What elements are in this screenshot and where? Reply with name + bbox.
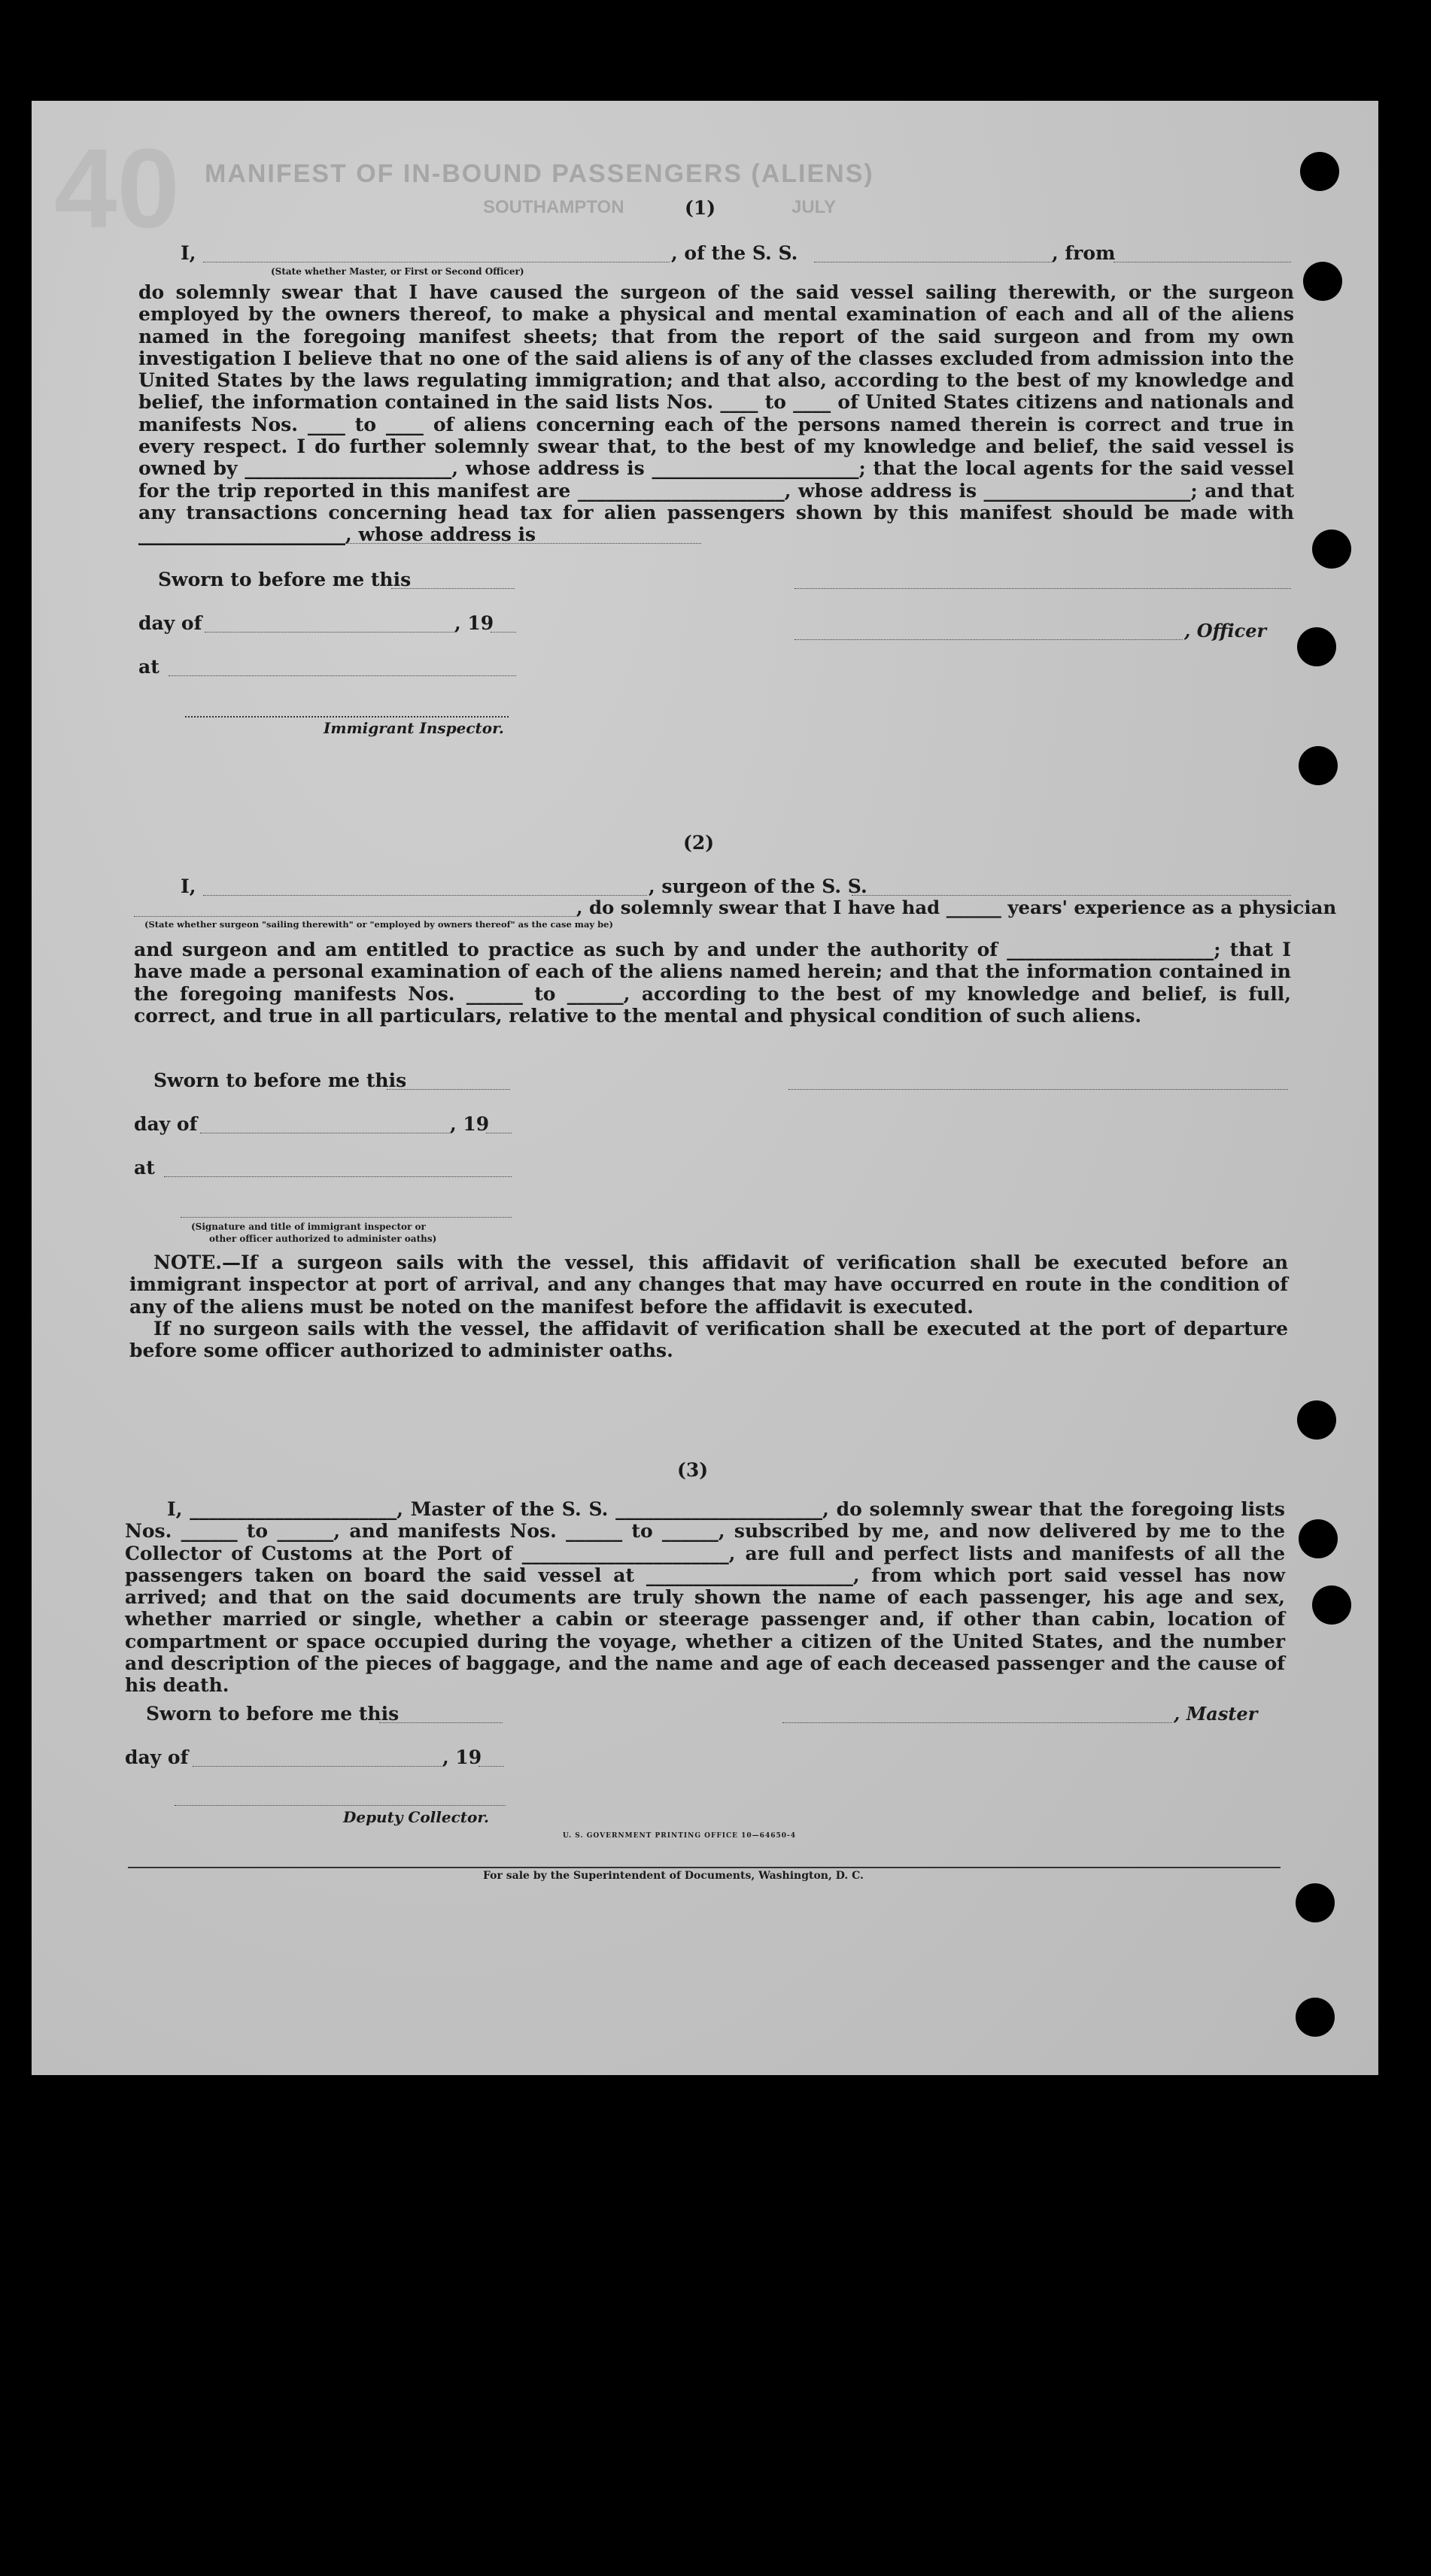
document-page <box>32 101 1378 2075</box>
section1-sign-blank-2 <box>794 639 1183 640</box>
section3-deputy: Deputy Collector. <box>343 1808 490 1826</box>
section1-from: , from <box>1052 242 1116 264</box>
section1-sworn-blank <box>391 588 515 589</box>
printing-office-imprint: U. S. GOVERNMENT PRINTING OFFICE 10—64650-4 <box>563 1832 796 1840</box>
section1-sign-blank-1 <box>794 588 1291 589</box>
section3-sworn: Sworn to before me this <box>146 1703 400 1725</box>
punch-hole <box>1299 1519 1338 1558</box>
section2-state-whether: (State whether surgeon "sailing therewith" or "employed by owners thereof" as the case may be) <box>144 919 613 930</box>
section1-inspector-line <box>185 716 509 718</box>
section1-year-blank <box>491 632 516 633</box>
section2-note-1: NOTE.—If a surgeon sails with the vessel, this affidavit of verification shall be executed before an immigrant inspector at port of arrival, and any changes that may have occurred en route in the condition of any of the aliens must be noted on the manifest before the affidavit is executed. <box>129 1252 1288 1318</box>
section2-note-2: If no surgeon sails with the vessel, the affidavit of verification shall be executed at the port of departure before some officer authorized to administer oaths. <box>129 1318 1288 1362</box>
section1-body: do solemnly swear that I have caused the surgeon of the said vessel sailing therewith, or the surgeon employed by the owners thereof, to make a physical and mental examination of each and all of the aliens named in the foregoing manifest sheets; that from the report of the said surgeon and from my own investigation I believe that no one of the said aliens is of any of the classes excluded from admission into the United States by the laws regulating immigration; and that also, according to the best of my knowledge and belief, the information contained in the said lists Nos. ____ to ____ of United States citizens and nationals and manifests Nos. ____ to ____ of aliens concerning each of the persons named therein is correct and true in every respect. I do further solemnly swear that, to the best of my knowledge and belief, the said vessel is owned by ______________________, whose address is ______________________; that the local agents for the said vessel for the trip reported in this manifest are ______________________, whose address is ______________________; and that any transactions concerning head tax for alien passengers shown by this manifest should be made with ______________________, whose address is <box>138 281 1294 546</box>
punch-hole <box>1300 152 1339 191</box>
punch-hole <box>1296 1998 1335 2037</box>
section1-year: , 19 <box>454 612 494 634</box>
section3-master: , Master <box>1174 1703 1258 1725</box>
section1-number: (1) <box>685 197 716 219</box>
section1-of-ss: , of the S. S. <box>671 242 798 264</box>
section1-state-whether: (State whether Master, or First or Second Officer) <box>271 266 524 277</box>
footer-rule <box>128 1867 1281 1868</box>
section2-signature-line <box>181 1217 512 1218</box>
section3-sworn-blank <box>379 1722 503 1723</box>
section2-number: (2) <box>683 832 715 854</box>
section1-sworn: Sworn to before me this <box>158 569 412 590</box>
section1-officer: , Officer <box>1184 620 1267 642</box>
section2-signature-caption-2: other officer authorized to administer oaths) <box>209 1233 437 1244</box>
section3-day-blank <box>193 1766 442 1767</box>
section3-year: , 19 <box>442 1746 482 1768</box>
section1-at-blank <box>169 675 516 676</box>
section3-number: (3) <box>677 1459 709 1481</box>
section2-day-of: day of <box>134 1113 198 1135</box>
faded-header-month: JULY <box>791 197 837 217</box>
section3-body: I, ______________________, Master of the S. S. ______________________, do solemnly swear that the foregoing lists Nos. ______ to ______, and manifests Nos. ______ to ______, subscribed by me, and now delivered by me to the Collector of Customs at the Port of ______________________, are full and perfect lists and manifests of all the passengers taken on board the said vessel at ______________________, from which port said vessel has now arrived; and that on the said documents are truly shown the name of each passenger, his age and sex, whether married or single, whether a cabin or steerage passenger and, if other than cabin, location of compartment or space occupied during the voyage, whether a citizen of the United States, and the number and description of the pieces of baggage, and the name and age of each deceased passenger and the cause of his death. <box>125 1498 1285 1697</box>
faded-header-port: SOUTHAMPTON <box>483 197 624 217</box>
section2-at-blank <box>164 1176 512 1177</box>
punch-hole <box>1297 627 1336 666</box>
punch-hole <box>1312 529 1351 569</box>
punch-hole <box>1303 262 1342 301</box>
section3-deputy-line <box>175 1805 506 1806</box>
section2-sworn: Sworn to before me this <box>153 1070 407 1091</box>
section2-ship-blank <box>852 895 1291 896</box>
footer-for-sale: For sale by the Superintendent of Documents, Washington, D. C. <box>483 1870 864 1882</box>
section1-i-label: I, <box>181 242 196 264</box>
punch-hole <box>1312 1585 1351 1625</box>
section2-sign-blank <box>788 1089 1288 1090</box>
punch-hole <box>1296 1883 1335 1922</box>
section2-year: , 19 <box>450 1113 490 1135</box>
section1-day-of: day of <box>138 612 202 634</box>
section1-day-blank <box>205 632 454 633</box>
section2-signature-caption-1: (Signature and title of immigrant inspector or <box>191 1221 426 1232</box>
section2-swear: , do solemnly swear that I have had ______ years' experience as a physician <box>576 897 1337 918</box>
section2-i-label: I, <box>181 875 196 897</box>
punch-hole <box>1297 1400 1336 1440</box>
section3-sign-blank <box>782 1722 1172 1723</box>
faded-header-title: MANIFEST OF IN-BOUND PASSENGERS (ALIENS) <box>205 159 874 188</box>
faded-stamp: 40 <box>54 125 180 251</box>
section2-surgeon-of: , surgeon of the S. S. <box>649 875 867 897</box>
section2-status-blank <box>134 916 578 917</box>
section2-name-blank <box>203 895 647 896</box>
section1-inspector: Immigrant Inspector. <box>324 719 504 737</box>
section1-body-end-blank <box>138 543 701 544</box>
section1-at: at <box>138 656 160 678</box>
section2-sworn-blank <box>387 1089 510 1090</box>
punch-hole <box>1299 746 1338 785</box>
section2-body: and surgeon and am entitled to practice as such by and under the authority of ______________________; that I have made a personal examination of each of the aliens named herein; and that the information contained in the foregoing manifests Nos. ______ to ______, according to the best of my knowledge and belief, is full, correct, and true in all particulars, relative to the mental and physical condition of such aliens. <box>134 939 1291 1027</box>
section2-at: at <box>134 1157 155 1179</box>
section3-day-of: day of <box>125 1746 189 1768</box>
section3-year-blank <box>479 1766 504 1767</box>
